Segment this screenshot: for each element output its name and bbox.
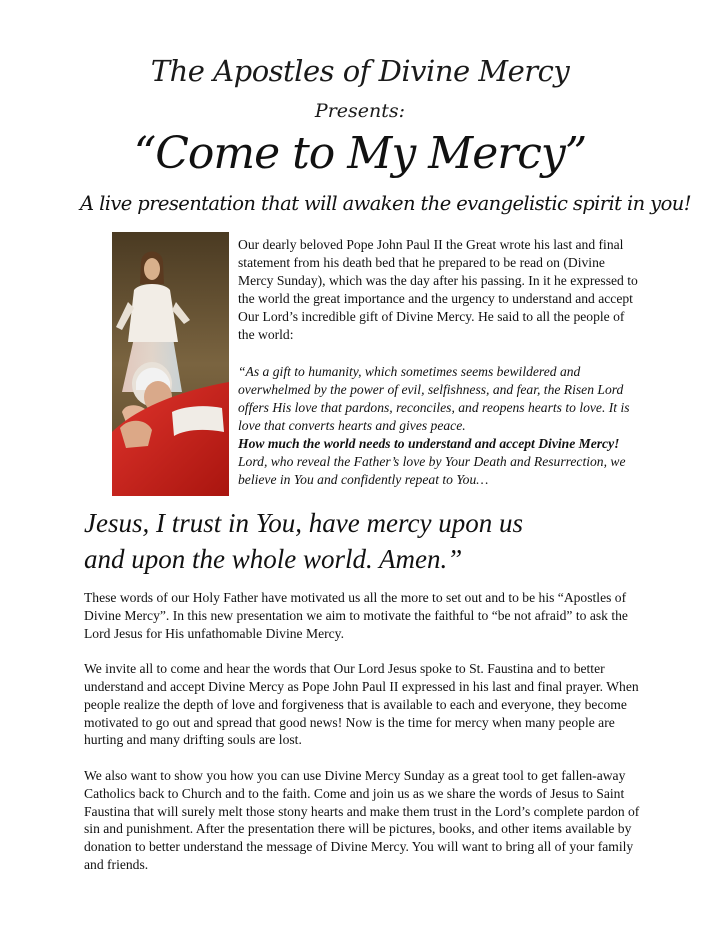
body-paragraph: We invite all to come and hear the words that Our Lord Jesus spoke to St. Faustina and to better understand and accept Divine Mercy as Pope John Paul II expressed in his last and final prayer. When people realize the depth of love and forgiveness that is available to each and everyone, they become motivated to go out and spread that good news! Now is the time for mercy when many people are hurting and many drifting souls are lost. [84,661,639,748]
papal-quote: “As a gift to humanity, which sometimes seems bewildered and overwhelmed by the power of evil, selfishness, and fear, the Risen Lord offers His love that pardons, reconciles, and reopens hearts to love. It is love that converts hearts and gives peace. [238,363,630,433]
body-paragraph: These words of our Holy Father have motivated us all the more to set out and to be his “Apostles of Divine Mercy”. In this new presentation we aim to motivate the faithful to “be not afraid” to ask the Lord Jesus for His unfathomable Divine Mercy. [84,590,628,641]
closing-line-1: Jesus, I trust in You, have mercy upon us [84,508,523,538]
intro-block [238,236,643,489]
org-title: The Apostles of Divine Mercy [150,54,570,88]
subtitle: A live presentation that will awaken the evangelistic spirit in you! [80,192,691,215]
body-paragraph: We also want to show you how you can use Divine Mercy Sunday as a great tool to get fallen-away Catholics back to Church and to the faith. Come and join us as we share the words of Jesus to Saint Faustina that will surely melt those stony hearts and make them trust in the Lord’s complete pardon of sin and punishment. After the presentation there will be pictures, books, and other items available by donation to better understand the message of Divine Mercy. You will want to bring all of your family and friends. [84,767,640,872]
body-text [84,589,654,892]
closing-prayer [84,505,684,577]
divine-mercy-photo [112,232,229,496]
intro-paragraph: Our dearly beloved Pope John Paul II the Great wrote his last and final statement from his death bed that he prepared to be read on (Divine Mercy Sunday), which was the day after his passing. In it he expressed to the world the great importance and the urgency to understand and accept Our Lord’s incredible gift of Divine Mercy. He said to all the people of the world: [238,237,638,343]
presents-label: Presents: [314,100,406,122]
closing-line-2: and upon the whole world. Amen.” [84,544,463,574]
papal-quote-emphasis: How much the world needs to understand and accept Divine Mercy! [238,435,620,451]
papal-prayer: Lord, who reveal the Father’s love by Your Death and Resurrection, we believe in You and confidently repeat to You… [238,454,626,488]
main-title: “Come to My Mercy” [133,128,587,179]
